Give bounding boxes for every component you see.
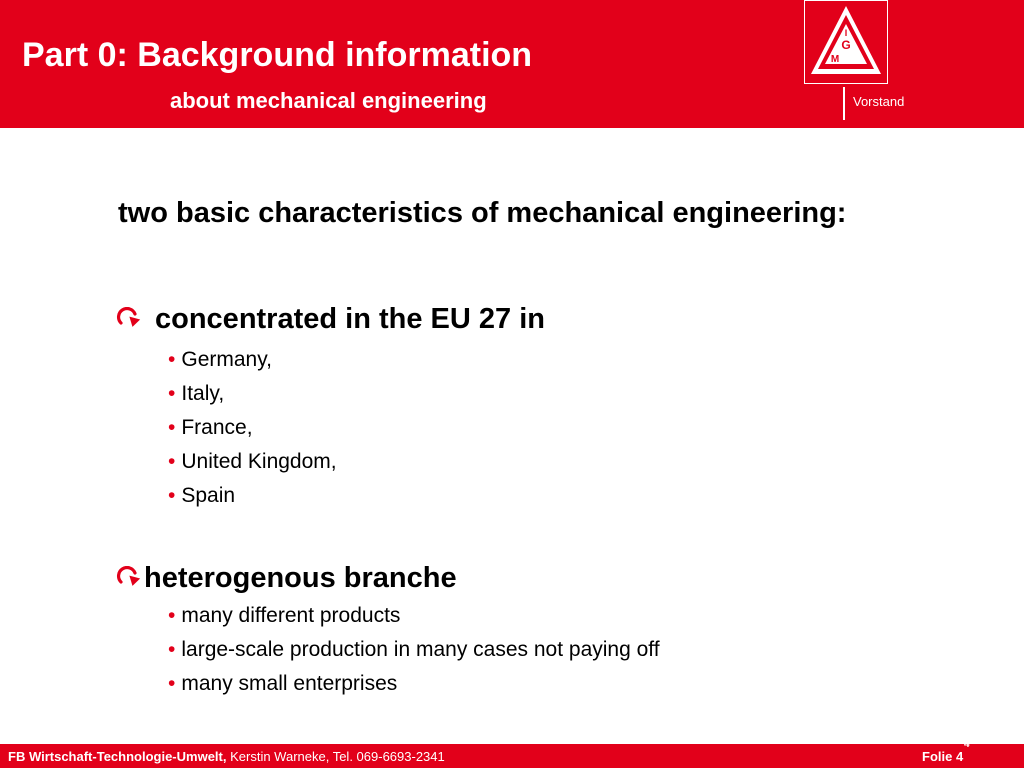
- bullet-dot: •: [168, 450, 176, 473]
- bullet-dot: •: [168, 348, 176, 371]
- list-item: • United Kingdom,: [168, 450, 337, 473]
- section-heterogenous: [116, 562, 457, 595]
- slide-subtitle: about mechanical engineering: [170, 88, 487, 113]
- header-bar: [0, 0, 1024, 128]
- list-item: • many different products: [168, 604, 401, 627]
- section-label: heterogenous branche: [144, 562, 457, 594]
- footer-bar: [0, 744, 1024, 768]
- svg-text:M: M: [830, 54, 840, 65]
- section-label: concentrated in the EU 27 in: [155, 303, 545, 335]
- slide-number: Folie 4: [922, 749, 964, 764]
- logo-divider: [843, 87, 845, 120]
- slide-title: Part 0: Background information: [22, 36, 533, 74]
- org-label: Vorstand: [853, 94, 905, 109]
- footer-contact-info: Kerstin Warneke, Tel. 069-6693-2341: [230, 749, 445, 764]
- bullet-dot: •: [168, 638, 176, 661]
- bullet-dot: •: [168, 484, 176, 507]
- bullet-dot: •: [168, 416, 176, 439]
- igm-logo: [804, 0, 888, 84]
- list-item: • many small enterprises: [168, 672, 398, 695]
- bullet-dot: •: [168, 382, 176, 405]
- bullet-dot: •: [168, 604, 176, 627]
- footer-dept: FB Wirtschaft-Technologie-Umwelt,: [8, 749, 227, 764]
- circle-arrow-icon: [116, 307, 142, 333]
- page-number: 4: [964, 739, 970, 750]
- list-item: • large-scale production in many cases not paying off: [168, 638, 660, 661]
- list-item: • France,: [168, 416, 253, 439]
- svg-text:G: G: [841, 38, 851, 52]
- list-item: • Italy,: [168, 382, 225, 405]
- svg-text:I: I: [844, 28, 848, 38]
- country-list: [168, 343, 337, 513]
- footer-contact: [8, 749, 445, 764]
- section-concentrated: [116, 303, 545, 336]
- main-heading: two basic characteristics of mechanical engineering:: [118, 197, 847, 229]
- list-item: • Germany,: [168, 348, 272, 371]
- list-item: • Spain: [168, 484, 236, 507]
- circle-arrow-icon: [116, 566, 142, 592]
- bullet-dot: •: [168, 672, 176, 695]
- characteristics-list: [168, 599, 660, 701]
